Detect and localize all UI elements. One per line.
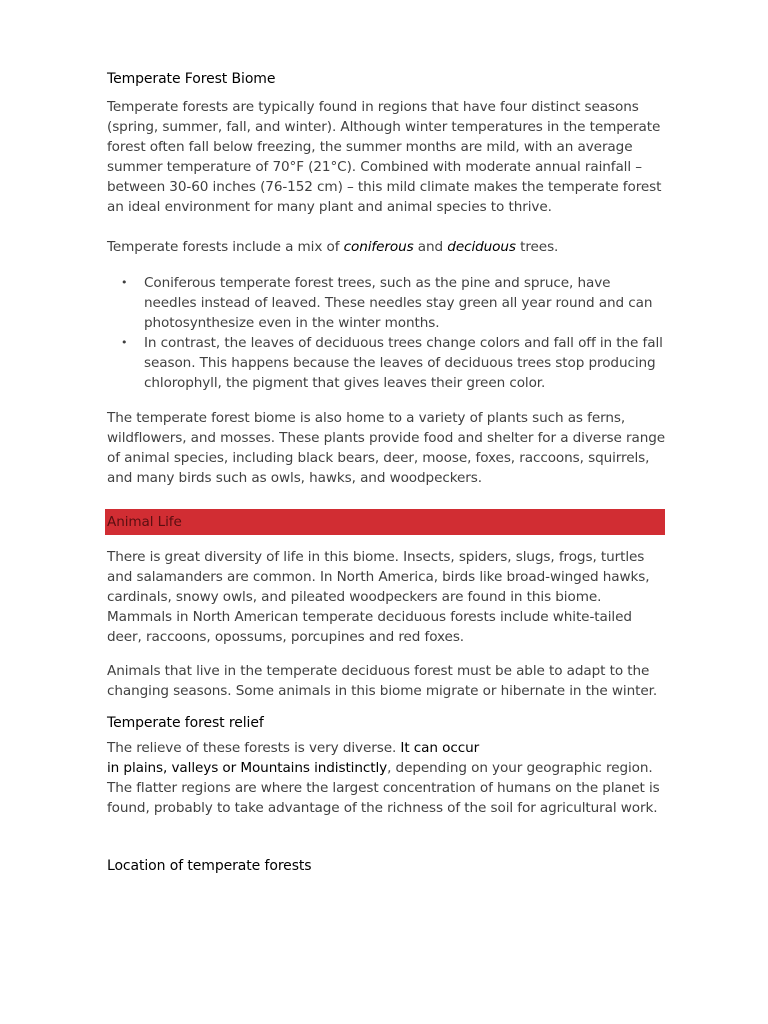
relief-paragraph: [107, 738, 667, 818]
animal-life-paragraph-1: There is great diversity of life in this biome. Insects, spiders, slugs, frogs, turtles and salamanders are common. In North America, birds like broad-winged hawks, cardinals, snowy owls, and pileated woodpeckers are found in this biome. Mammals in North American temperate deciduous forests include white-tailed deer, raccoons, opossums, porcupines and red foxes.: [107, 549, 650, 645]
tree-mix-paragraph: [107, 237, 667, 257]
mix-text-before: Temperate forests include a mix of: [107, 239, 344, 255]
relief-heading: Temperate forest relief: [107, 715, 264, 731]
relief-text-after: , depending on your geographic region. The flatter regions are where the largest concentration of humans on the planet is found, probably to take advantage of the richness of the soil for agricultural work.: [107, 760, 660, 816]
tree-types-list: [107, 273, 667, 393]
animal-life-paragraph-2: Animals that live in the temperate deciduous forest must be able to adapt to the changing seasons. Some animals in this biome migrate or hibernate in the winter.: [107, 663, 658, 699]
coniferous-term: coniferous: [343, 239, 414, 255]
location-heading: Location of temperate forests: [107, 858, 312, 874]
mix-text-after: trees.: [515, 239, 559, 255]
intro-paragraph: Temperate forests are typically found in regions that have four distinct seasons (spring, summer, fall, and winter). Although winter temperatures in the temperate forest often fall below freezing, the summer months are mild, with an average summer temperature of 70°F (21°C). Combined with moderate annual rainfall – between 30-60 inches (76-152 cm) – this mild climate makes the temperate forest an ideal environment for many plant and animal species to thrive.: [107, 99, 662, 215]
relief-highlight-1: It can occur: [400, 740, 480, 756]
list-item: • Coniferous temperate forest trees, such as the pine and spruce, have needles instead of leaved. These needles stay green all year round and can photosynthesize even in the winter months.: [144, 273, 667, 333]
relief-highlight-2: in plains, valleys or Mountains indistinctly: [107, 760, 388, 776]
document-page: [107, 69, 667, 876]
deciduous-term: deciduous: [447, 239, 516, 255]
document-title: Temperate Forest Biome: [107, 71, 276, 87]
relief-text-before: The relieve of these forests is very diverse.: [107, 740, 401, 756]
animal-life-heading: Animal Life: [105, 509, 665, 535]
plants-paragraph: The temperate forest biome is also home to a variety of plants such as ferns, wildflowers, and mosses. These plants provide food and shelter for a diverse range of animal species, including black bears, deer, moose, foxes, raccoons, squirrels, and many birds such as owls, hawks, and woodpeckers.: [107, 410, 666, 486]
mix-text-middle: and: [413, 239, 448, 255]
list-item: • In contrast, the leaves of deciduous trees change colors and fall off in the fall season. This happens because the leaves of deciduous trees stop producing chlorophyll, the pigment that gives leaves their green color.: [144, 333, 667, 393]
